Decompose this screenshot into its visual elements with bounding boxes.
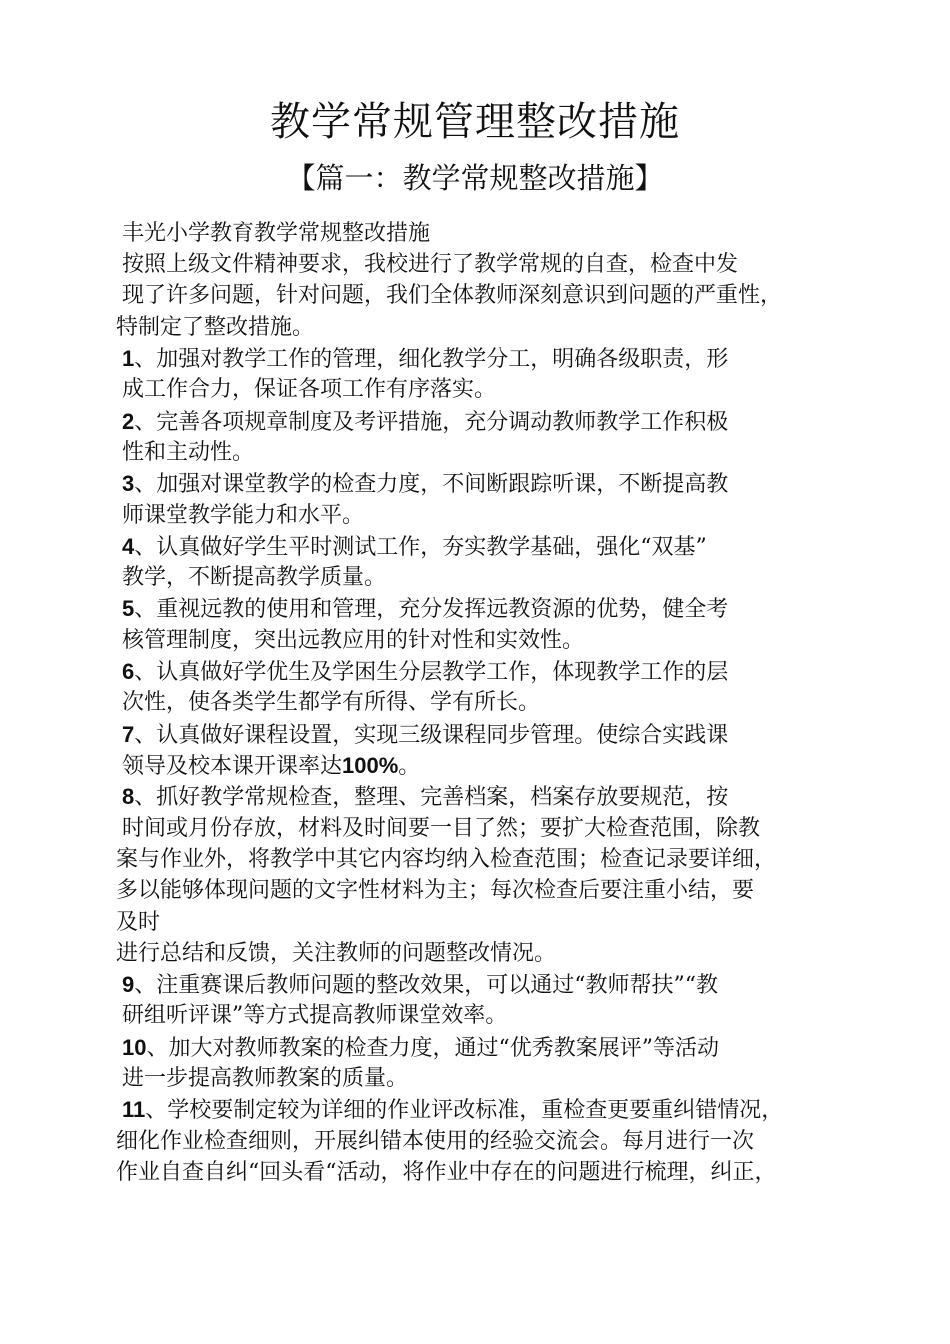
item-number: 100% xyxy=(342,753,399,778)
line-text: 多以能够体现问题的文字性材料为主；每次检查后要注重小结，要 xyxy=(116,878,755,903)
line-text: 。 xyxy=(398,754,421,779)
paragraph-line xyxy=(122,593,728,625)
document-subtitle: 【篇一：教学常规整改措施】 xyxy=(286,161,664,195)
paragraph-line xyxy=(116,938,556,970)
line-text: 教学，不断提高教学质量。 xyxy=(122,565,387,590)
line-text: 核管理制度，突出远教应用的针对性和实效性。 xyxy=(122,628,585,653)
paragraph-line xyxy=(122,656,728,688)
line-text: 丰光小学教育教学常规整改措施 xyxy=(122,221,431,246)
line-text: 按照上级文件精神要求，我校进行了教学常规的自查，检查中发 xyxy=(122,252,739,277)
paragraph-line xyxy=(122,280,782,312)
paragraph-line xyxy=(122,1063,408,1095)
line-text: 次性，使各类学生都学有所得、学有所长。 xyxy=(122,690,541,715)
item-number: 11 xyxy=(122,1097,146,1122)
item-number: 6 xyxy=(122,659,135,684)
item-number: 9 xyxy=(122,972,135,997)
paragraph-line xyxy=(122,1032,719,1064)
line-text: 师课堂教学能力和水平。 xyxy=(122,503,365,528)
line-text: 、重视远教的使用和管理，充分发挥远教资源的优势，健全考 xyxy=(134,597,729,622)
line-text: 、认真做好课程设置，实现三级课程同步管理。使综合实践课 xyxy=(134,723,729,748)
line-text: 、加大对教师教案的检查力度，通过“优秀教案展评”等活动 xyxy=(146,1036,719,1061)
item-number: 10 xyxy=(122,1035,147,1060)
paragraph-line xyxy=(116,844,776,876)
paragraph-line xyxy=(122,969,718,1001)
line-text: 时间或月份存放，材料及时间要一目了然；要扩大检查范围，除教 xyxy=(122,816,761,841)
line-text: 、注重赛课后教师问题的整改效果，可以通过“教师帮扶”“教 xyxy=(134,973,718,998)
paragraph-line xyxy=(122,468,728,500)
paragraph-line xyxy=(122,1000,507,1032)
line-text: 及时 xyxy=(116,910,161,935)
line-text: 进行总结和反馈，关注教师的问题整改情况。 xyxy=(116,941,557,966)
paragraph-line xyxy=(122,719,728,751)
line-text: 、认真做好学生平时测试工作，夯实教学基础，强化“双基” xyxy=(134,535,707,560)
item-number: 4 xyxy=(122,534,135,559)
line-text: 特制定了整改措施。 xyxy=(116,315,315,340)
line-text: 性和主动性。 xyxy=(122,440,255,465)
paragraph-line xyxy=(122,625,584,657)
paragraph-line xyxy=(122,374,496,406)
paragraph-line xyxy=(116,875,754,907)
line-text: 现了许多问题，针对问题，我们全体教师深刻意识到问题的严重性， xyxy=(122,283,783,308)
line-text-prefix: 领导及校本课开课率达 xyxy=(122,754,343,779)
line-text: 作业自查自纠“回头看“活动，将作业中存在的问题进行梳理，纠正， xyxy=(116,1160,777,1185)
line-text: 、加强对教学工作的管理，细化教学分工，明确各级职责，形 xyxy=(134,347,729,372)
paragraph-line xyxy=(116,1157,777,1189)
paragraph-line xyxy=(122,813,760,845)
paragraph-line xyxy=(122,781,728,813)
line-text: 、加强对课堂教学的检查力度，不间断跟踪听课，不断提高教 xyxy=(134,472,729,497)
item-number: 2 xyxy=(122,409,135,434)
paragraph-line xyxy=(122,406,728,438)
paragraph-line xyxy=(122,249,738,281)
line-text: 成工作合力，保证各项工作有序落实。 xyxy=(122,377,497,402)
paragraph-line xyxy=(122,1094,783,1126)
paragraph-line xyxy=(116,907,160,939)
paragraph-line xyxy=(122,562,386,594)
line-text: 进一步提高教师教案的质量。 xyxy=(122,1066,409,1091)
paragraph-line xyxy=(122,531,707,563)
item-number: 8 xyxy=(122,784,135,809)
line-text: 、完善各项规章制度及考评措施，充分调动教师教学工作积极 xyxy=(134,410,729,435)
document-title: 教学常规管理整改措施 xyxy=(270,99,680,145)
paragraph-line xyxy=(122,750,420,782)
line-text: 、学校要制定较为详细的作业评改标准，重检查更要重纠错情况， xyxy=(145,1098,784,1123)
paragraph-line xyxy=(122,437,254,469)
item-number: 7 xyxy=(122,722,135,747)
item-number: 5 xyxy=(122,596,135,621)
item-number: 1 xyxy=(122,346,135,371)
item-number: 3 xyxy=(122,471,135,496)
paragraph-line xyxy=(122,343,728,375)
line-text: 、抓好教学常规检查，整理、完善档案，档案存放要规范，按 xyxy=(134,785,729,810)
line-text: 、认真做好学优生及学困生分层教学工作，体现教学工作的层 xyxy=(134,660,729,685)
line-text: 细化作业检查细则，开展纠错本使用的经验交流会。每月进行一次 xyxy=(116,1129,755,1154)
paragraph-line xyxy=(122,500,364,532)
line-text: 案与作业外，将教学中其它内容均纳入检查范围；检查记录要详细， xyxy=(116,847,777,872)
paragraph-line xyxy=(116,1126,754,1158)
paragraph-line xyxy=(122,218,430,250)
line-text: 研组听评课”等方式提高教师课堂效率。 xyxy=(122,1003,508,1028)
paragraph-line xyxy=(122,687,540,719)
paragraph-line xyxy=(116,312,314,344)
